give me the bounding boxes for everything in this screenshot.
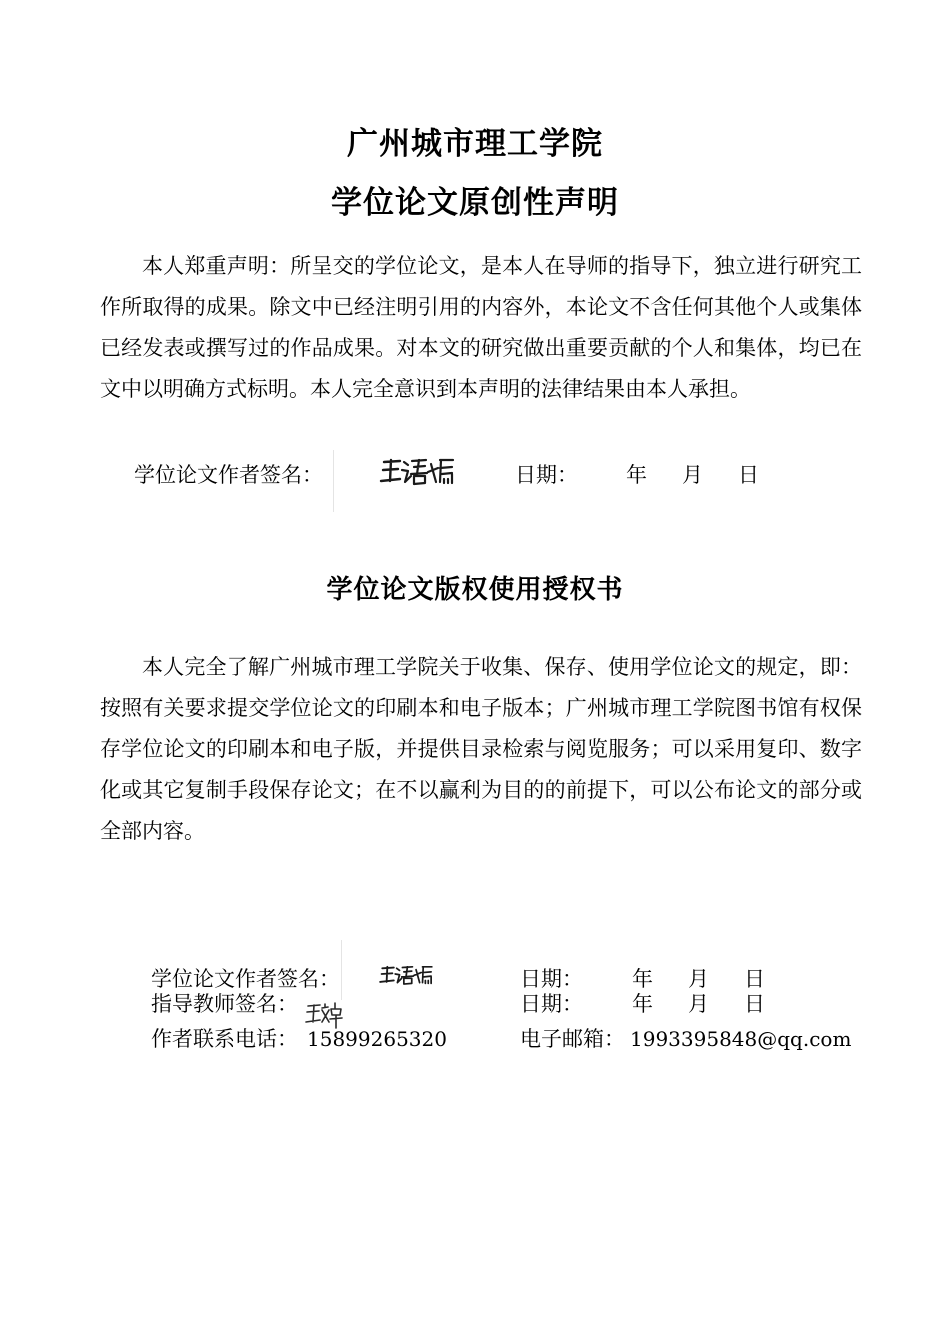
authorization-author-label: 学位论文作者签名： [151,967,340,991]
email-label: 电子邮箱： [520,1027,625,1051]
phone-label: 作者联系电话： [151,1027,298,1051]
authorization-author-year-label: 年 [632,967,653,991]
declaration-body: 本人郑重声明：所呈交的学位论文，是本人在导师的指导下，独立进行研究工作所取得的成果。除文中已经注明引用的内容外，本论文不含任何其他个人或集体已经发表或撰写过的作品成果。对本文的研究做出重要贡献的个人和集体，均已在文中以明确方式标明。本人完全意识到本声明的法律结果由本人承担。 [100,254,862,401]
signature-box-edge [341,940,342,1000]
authorization-author-day-label: 日 [744,967,765,991]
declaration-month-label: 月 [682,463,703,487]
advisor-month-label: 月 [688,992,709,1016]
declaration-author-label: 学位论文作者签名： [134,463,323,487]
declaration-year-label: 年 [626,463,647,487]
phone-value: 15899265320 [307,1027,447,1051]
authorization-body: 本人完全了解广州城市理工学院关于收集、保存、使用学位论文的规定，即：按照有关要求提交学位论文的印刷本和电子版本；广州城市理工学院图书馆有权保存学位论文的印刷本和电子版，并提供目录检索与阅览服务；可以采用复印、数字化或其它复制手段保存论文；在不以赢利为目的的前提下，可以公布论文的部分或全部内容。 [100,655,862,843]
declaration-title: 学位论文原创性声明 [331,185,619,221]
advisor-date-label: 日期： [520,992,583,1016]
advisor-label: 指导教师签名： [151,992,298,1016]
email-value: 1993395848@qq.com [630,1027,852,1051]
advisor-year-label: 年 [632,992,653,1016]
authorization-author-signature [378,960,434,988]
authorization-title: 学位论文版权使用授权书 [326,575,624,605]
signature-box-edge [333,450,334,512]
school-title: 广州城市理工学院 [347,126,603,162]
declaration-day-label: 日 [738,463,759,487]
authorization-author-month-label: 月 [688,967,709,991]
declaration-date-label: 日期： [515,463,578,487]
authorization-author-date-label: 日期： [520,967,583,991]
advisor-day-label: 日 [744,992,765,1016]
declaration-author-signature [378,452,456,488]
